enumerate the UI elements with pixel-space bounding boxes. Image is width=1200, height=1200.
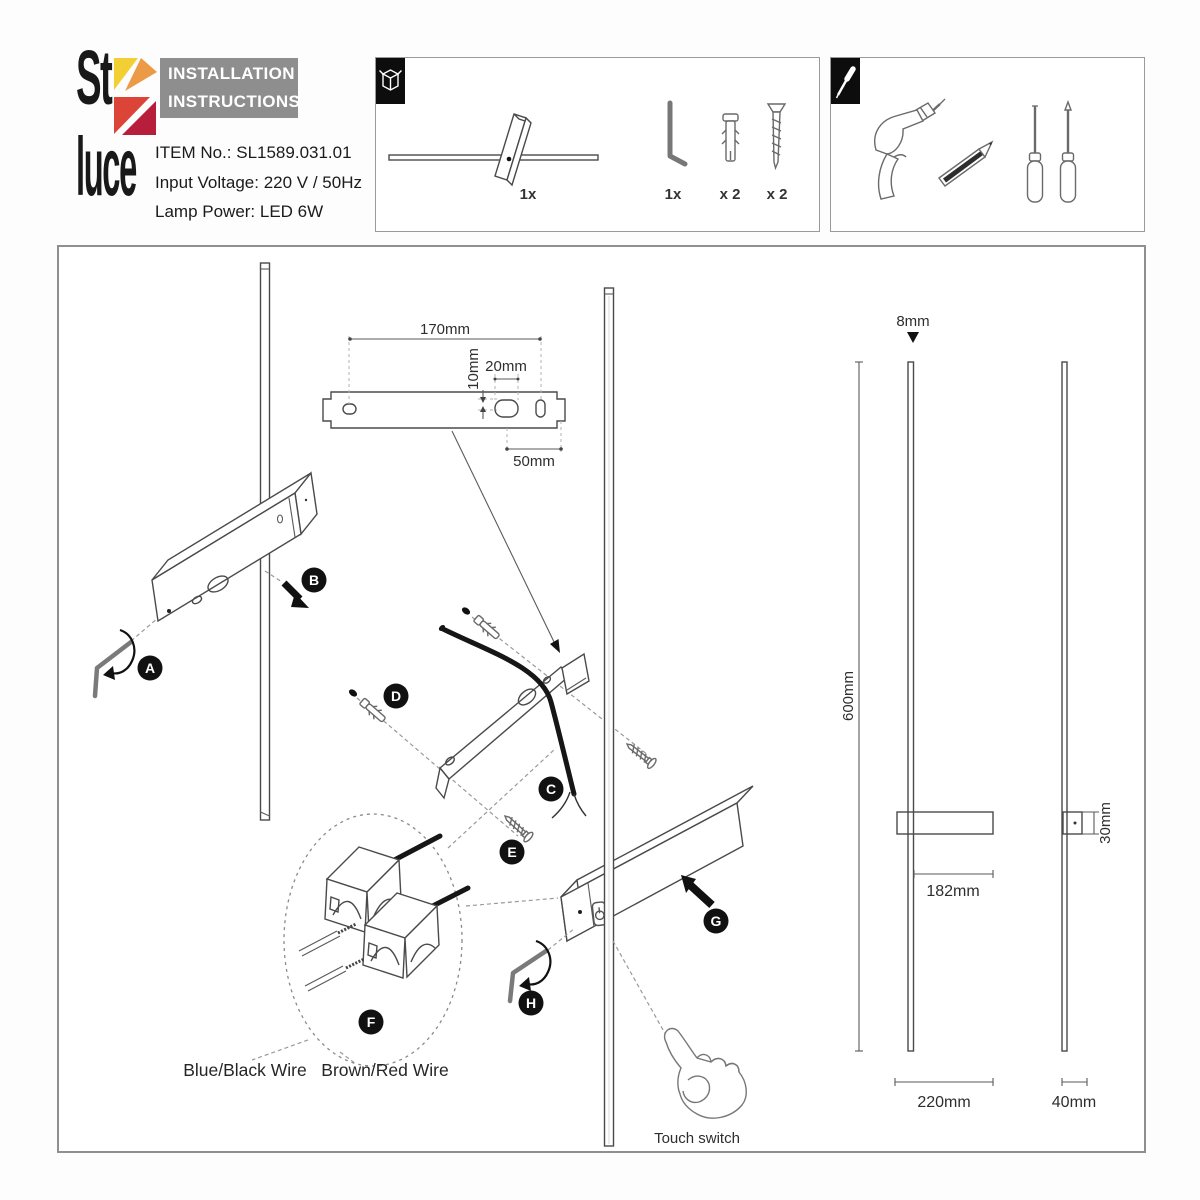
dim-10mm: 10mm (465, 348, 482, 390)
main-diagram-panel (57, 245, 1146, 1153)
step-badge-a (138, 656, 163, 681)
svg-text:C: C (545, 781, 557, 797)
logo-text-top: St (76, 35, 112, 121)
package-contents-box (375, 57, 820, 232)
step-badge-b (302, 568, 327, 593)
dim-30mm: 30mm (1097, 802, 1114, 844)
bracket-dimension-drawing (323, 336, 565, 653)
hex-key-quantity: 1x (664, 186, 682, 203)
step-badge-c (539, 777, 564, 802)
dim-170mm: 170mm (419, 321, 471, 338)
step-badge-g (704, 909, 729, 934)
svg-text:G: G (710, 913, 722, 929)
wall-anchor-drawing (722, 114, 739, 161)
touch-switch-label: Touch switch (654, 1130, 740, 1147)
pencil-drawing (939, 142, 992, 186)
phillips-screwdriver-drawing (1061, 102, 1076, 202)
svg-text:D: D (390, 688, 402, 704)
dim-182mm: 182mm (926, 883, 980, 900)
title-banner (160, 58, 301, 118)
input-voltage: Input Voltage: 220 V / 50Hz (155, 172, 362, 192)
right-lamp-rod (605, 288, 614, 1146)
detail-link-line-2 (466, 898, 558, 906)
dim-50mm: 50mm (513, 453, 555, 470)
svg-text:F: F (366, 1014, 376, 1030)
anchor-quantity: x 2 (719, 186, 741, 203)
step-badge-d (384, 684, 409, 709)
dim-40mm: 40mm (1051, 1094, 1097, 1111)
stripped-wire-1 (299, 924, 356, 956)
dim-20mm: 20mm (485, 358, 527, 375)
lamp-drawing (389, 114, 598, 185)
drill-drawing (875, 99, 945, 199)
dim-8mm: 8mm (896, 313, 930, 330)
svg-text:H: H (525, 995, 537, 1011)
lamp-quantity: 1x (519, 186, 537, 203)
package-box-icon (376, 58, 405, 104)
wire-label-brown-red: Brown/Red Wire (321, 1060, 449, 1080)
mounting-bracket-3d (436, 654, 589, 798)
screw-quantity: x 2 (766, 186, 788, 203)
logo-triangles-icon (112, 56, 158, 136)
screw-right (623, 739, 657, 769)
screw-e (501, 812, 534, 844)
wall-anchor-d (348, 688, 388, 725)
step-badge-e (500, 840, 525, 865)
lamp-body-exploded (152, 473, 320, 621)
stripped-wire-2 (305, 959, 364, 991)
step-badge-h (519, 991, 544, 1016)
hex-key-drawing (670, 103, 685, 164)
svg-text:E: E (507, 844, 517, 860)
item-number: ITEM No.: SL1589.031.01 (155, 143, 352, 162)
tools-required-box (830, 57, 1145, 232)
step-g-arrow (681, 875, 712, 905)
dim-600mm: 600mm (840, 670, 857, 722)
title-line2: INSTRUCTIONS (168, 92, 301, 111)
screwdriver-icon (831, 58, 860, 104)
flat-screwdriver-drawing (1028, 106, 1043, 202)
title-line1: INSTALLATION (168, 64, 295, 83)
hex-key-step-a (95, 630, 134, 696)
wire-label-leader-1 (252, 1040, 308, 1060)
svg-text:A: A (144, 660, 156, 676)
wire-label-blue-black: Blue/Black Wire (183, 1060, 307, 1080)
logo-text-bottom: luce (76, 120, 136, 213)
front-view-dimensions (855, 332, 993, 1086)
svg-text:B: B (308, 572, 320, 588)
step-badge-f (359, 1010, 384, 1035)
side-view-dimensions (1062, 362, 1099, 1086)
product-info (155, 138, 362, 227)
pointing-hand (665, 1029, 747, 1119)
wall-anchor-top (461, 606, 502, 642)
touch-guide-line (613, 941, 667, 1037)
screw-drawing (768, 104, 785, 168)
dim-220mm: 220mm (917, 1094, 971, 1111)
lamp-power: Lamp Power: LED 6W (155, 202, 324, 221)
